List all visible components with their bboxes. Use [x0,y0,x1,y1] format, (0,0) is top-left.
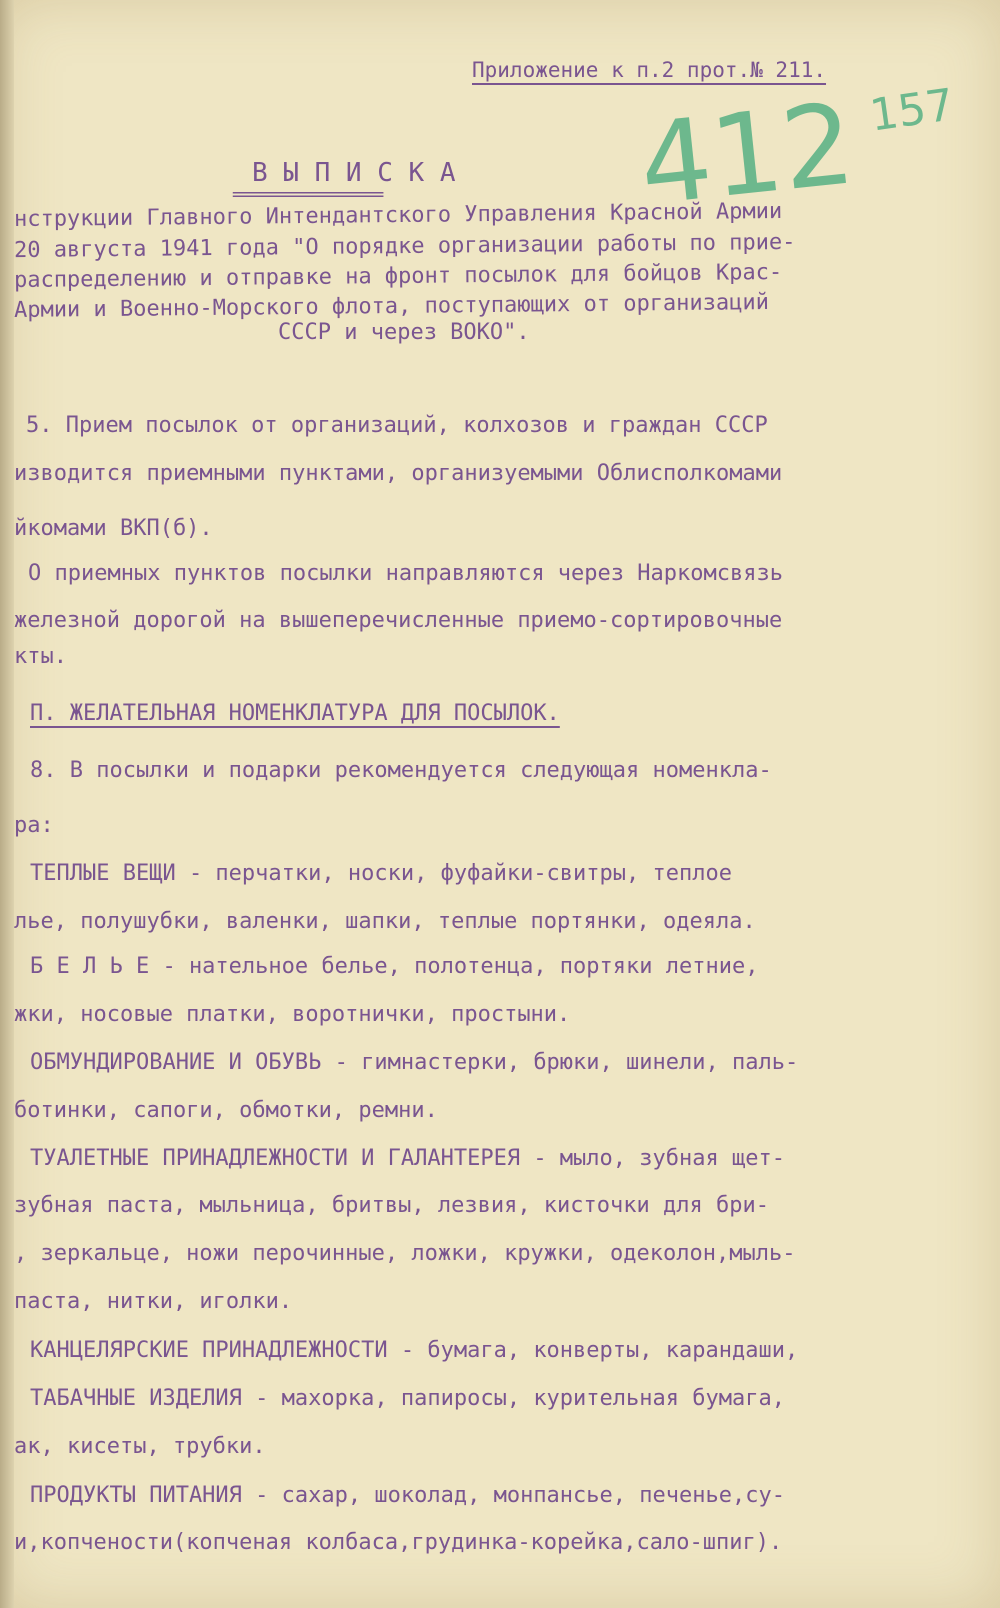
linen-line-1: Б Е Л Ь Е - нательное белье, полотенца, портяки летние, [30,954,759,979]
uniform-line-1: ОБМУНДИРОВАНИЕ И ОБУВЬ - гимнастерки, брюки, шинели, паль- [30,1050,799,1075]
title-line-4: Армии и Военно-Морского флота, поступающих от организаций [13,290,770,323]
toiletries-line-2: зубная паста, мыльница, бритвы, лезвия, кисточки для бри- [14,1193,769,1218]
food-line-2: и,копчености(копченая колбаса,грудинка-корейка,сало-шпиг). [14,1530,783,1555]
paragraph-5-line-2: изводится приемными пунктами, организуемыми Облисполкомами [14,461,783,486]
title-line-5: СССР и через ВОКО". [278,320,530,345]
paragraph-5-line-3: йкомами ВКП(б). [14,516,213,541]
appendix-reference: Приложение к п.2 прот.№ 211. [472,58,827,82]
toiletries-line-3: , зеркальце, ножи перочинные, ложки, кружки, одеколон,мыль- [14,1241,796,1266]
linen-line-2: жки, носовые платки, воротнички, простыни. [14,1002,571,1027]
paragraph-5-line-1: 5. Прием посылок от организаций, колхозов и граждан СССР [26,413,768,438]
heading-underline: ================= [232,184,383,205]
uniform-line-2: ботинки, сапоги, обмотки, ремни. [14,1098,438,1123]
tobacco-line-2: ак, кисеты, трубки. [14,1434,266,1459]
toiletries-line-1: ТУАЛЕТНЫЕ ПРИНАДЛЕЖНОСТИ И ГАЛАНТЕРЕЯ - мыло, зубная щет- [30,1146,785,1171]
title-line-3: распределению и отправке на фронт посылок для бойцов Крас- [13,259,783,294]
nomenclature-line-2: ра: [14,813,54,838]
document-heading: В Ы П И С К А [252,158,456,188]
title-line-2: 20 августа 1941 года "О порядке организации работы по прие- [13,229,796,264]
binding-edge [0,0,14,1608]
toiletries-line-4: паста, нитки, иголки. [14,1289,293,1314]
paragraph-6-line-2: железной дорогой на вышеперечисленные приемо-сортировочные [14,608,783,633]
stationery-line: КАНЦЕЛЯРСКИЕ ПРИНАДЛЕЖНОСТИ - бумага, конверты, карандаши, [30,1338,799,1363]
paragraph-6-line-3: кты. [14,644,67,669]
warm-clothes-line-1: ТЕПЛЫЕ ВЕЩИ - перчатки, носки, фуфайки-свитры, теплое [30,861,732,886]
tobacco-line-1: ТАБАЧНЫЕ ИЗДЕЛИЯ - махорка, папиросы, курительная бумага, [30,1386,785,1411]
archive-page-number-small: 157 [866,79,958,142]
title-line-1: нструкции Главного Интендантского Управления Красной Армии [13,198,783,233]
nomenclature-line-1: 8. В посылки и подарки рекомендуется следующая номенкла- [30,758,772,783]
food-line-1: ПРОДУКТЫ ПИТАНИЯ - сахар, шоколад, монпансье, печенье,су- [30,1483,785,1508]
section-2-heading: П. ЖЕЛАТЕЛЬНАЯ НОМЕНКЛАТУРА ДЛЯ ПОСЫЛОК. [30,701,560,726]
archive-page-number-large: 412 [633,79,860,231]
warm-clothes-line-2: лье, полушубки, валенки, шапки, теплые портянки, одеяла. [14,909,756,934]
paragraph-6-line-1: О приемных пунктов посылки направляются через Наркомсвязь [28,561,783,586]
